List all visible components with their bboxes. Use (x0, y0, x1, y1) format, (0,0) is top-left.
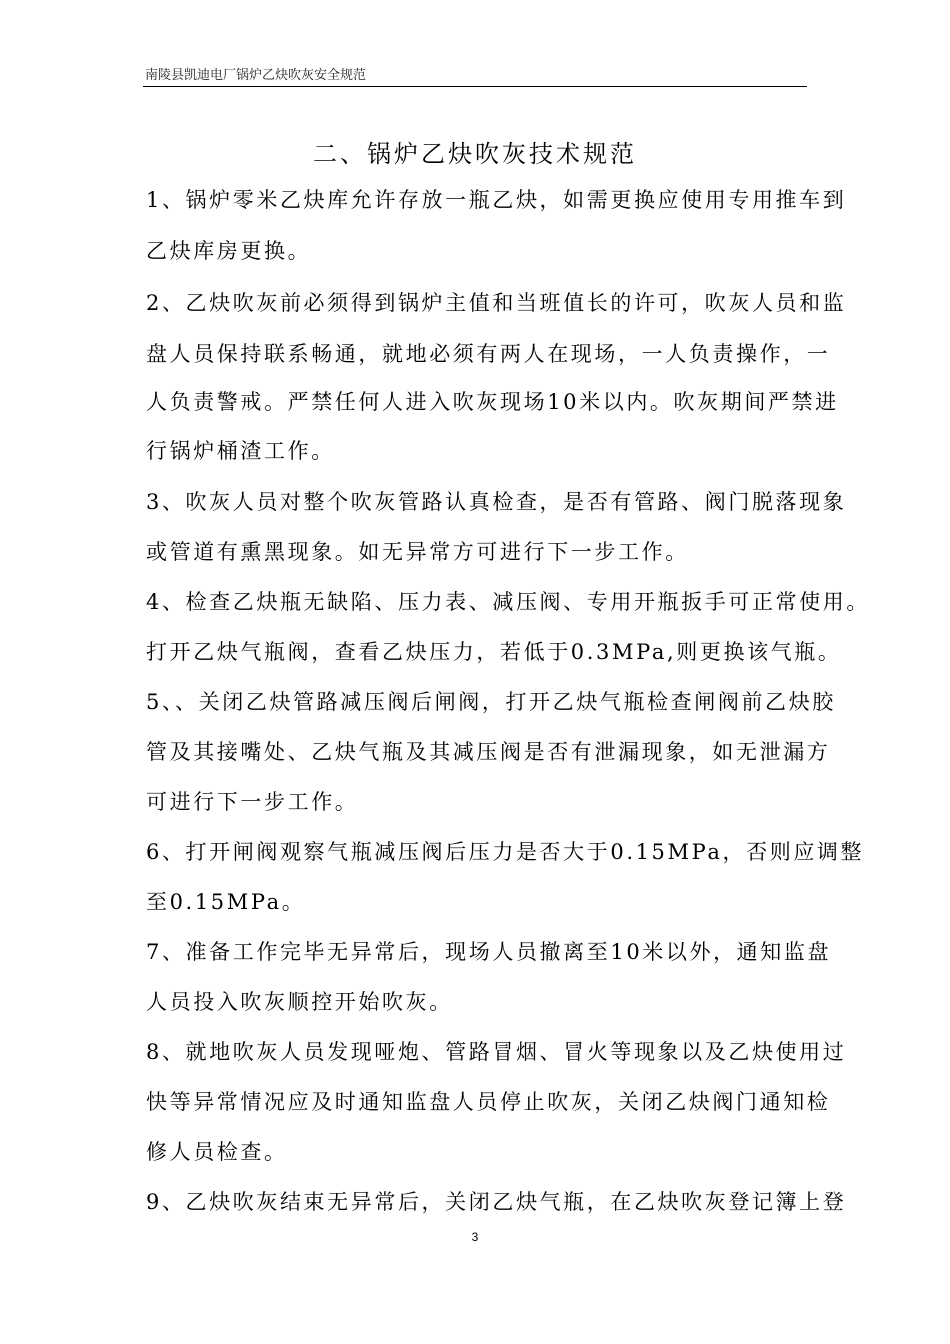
body-line: 或管道有熏黑现象。如无异常方可进行下一步工作。 (146, 540, 689, 564)
body-line: 行锅炉桶渣工作。 (146, 439, 335, 463)
section-title: 二、锅炉乙炔吹灰技术规范 (313, 140, 637, 168)
body-line: 至0.15MPa。 (146, 890, 306, 914)
body-line: 盘人员保持联系畅通，就地必须有两人在现场，一人负责操作，一 (146, 342, 831, 366)
body-line: 4、检查乙炔瓶无缺陷、压力表、减压阀、专用开瓶扳手可正常使用。 (146, 590, 870, 614)
body-line: 乙炔库房更换。 (146, 239, 312, 263)
body-line: 修人员检查。 (146, 1140, 288, 1164)
body-line: 1、锅炉零米乙炔库允许存放一瓶乙炔，如需更换应使用专用推车到 (146, 188, 847, 212)
body-line: 人负责警戒。严禁任何人进入吹灰现场10米以内。吹灰期间严禁进 (146, 390, 839, 414)
body-line: 2、乙炔吹灰前必须得到锅炉主值和当班值长的许可，吹灰人员和监 (146, 291, 847, 315)
body-line: 9、乙炔吹灰结束无异常后，关闭乙炔气瓶，在乙炔吹灰登记簿上登 (146, 1190, 847, 1214)
body-line: 打开乙炔气瓶阀，查看乙炔压力，若低于0.3MPa,则更换该气瓶。 (146, 640, 842, 664)
body-line: 8、就地吹灰人员发现哑炮、管路冒烟、冒火等现象以及乙炔使用过 (146, 1040, 847, 1064)
body-line: 7、准备工作完毕无异常后，现场人员撤离至10米以外，通知监盘 (146, 940, 832, 964)
body-line: 5、、关闭乙炔管路减压阀后闸阀，打开乙炔气瓶检查闸阀前乙炔胶 (146, 690, 836, 714)
running-header: 南陵县凯迪电厂锅炉乙炔吹灰安全规范 (145, 68, 367, 83)
body-line: 快等异常情况应及时通知监盘人员停止吹灰，关闭乙炔阀门通知检 (146, 1090, 831, 1114)
body-line: 6、打开闸阀观察气瓶减压阀后压力是否大于0.15MPa，否则应调整 (146, 840, 865, 864)
header-divider (143, 86, 807, 87)
body-line: 人员投入吹灰顺控开始吹灰。 (146, 990, 453, 1014)
page-number: 3 (471, 1230, 479, 1244)
body-line: 可进行下一步工作。 (146, 790, 359, 814)
body-line: 管及其接嘴处、乙炔气瓶及其减压阀是否有泄漏现象，如无泄漏方 (146, 740, 831, 764)
body-line: 3、吹灰人员对整个吹灰管路认真检查，是否有管路、阀门脱落现象 (146, 490, 847, 514)
